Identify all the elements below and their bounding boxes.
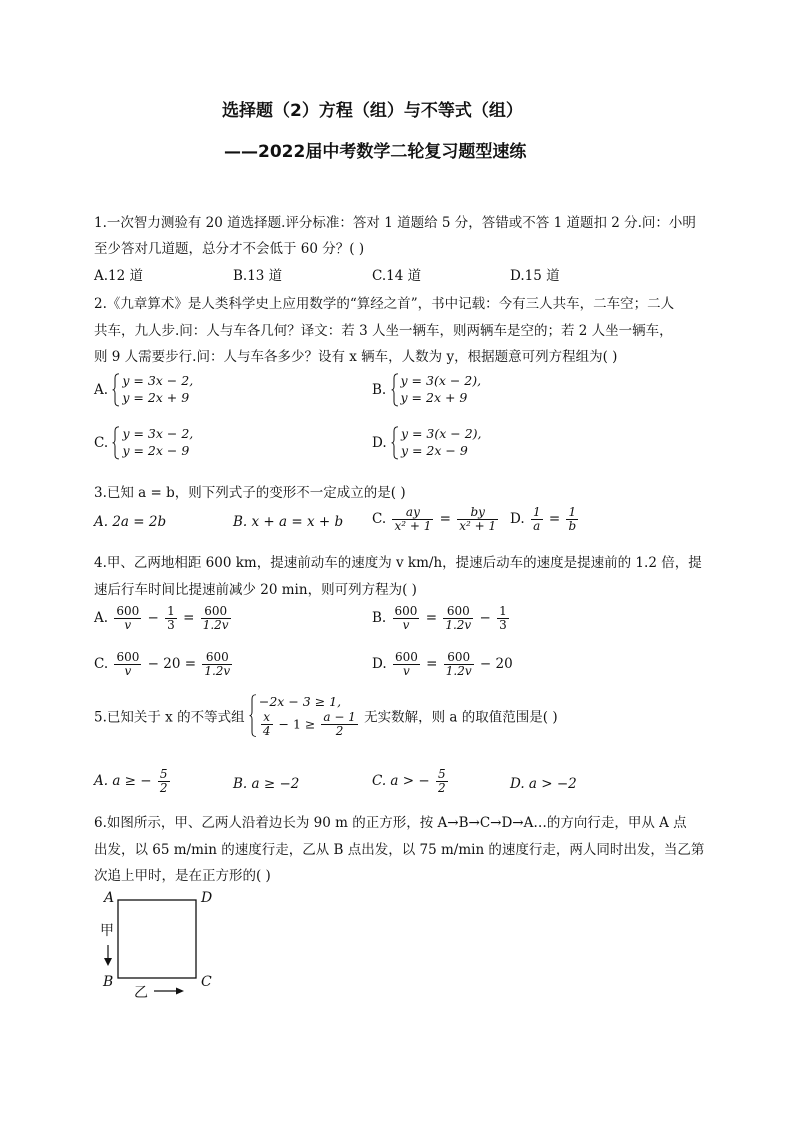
q2-option-b bbox=[372, 373, 481, 407]
q5-prefix: 5.已知关于 x 的不等式组 bbox=[94, 709, 245, 726]
q2-option-c-label: C. bbox=[94, 434, 109, 451]
q1-option-b: B.13 道 bbox=[233, 268, 283, 284]
minus-sign: − bbox=[147, 610, 159, 627]
q3-option-c-label: C. bbox=[372, 511, 387, 528]
fraction: $\frac{600}{v}$ bbox=[116, 604, 140, 632]
q2-option-c bbox=[94, 426, 193, 460]
q6-line-2: 出发，以 65 m/min 的速度行走，乙从 B 点出发，以 75 m/min 的速度行走，两人同时出发，当乙第 bbox=[94, 842, 705, 858]
fraction: $\frac{600}{v}$ bbox=[116, 650, 140, 678]
square-figure bbox=[98, 890, 228, 1000]
q2-option-d-eq2: y = 2x − 9 bbox=[400, 442, 468, 458]
equals-sign: = bbox=[548, 511, 561, 528]
q5-option-a: A. a ≥ − $\frac{5}{2}$ bbox=[94, 767, 168, 795]
fraction: $\frac{ay}{\text{x² + 1}}$ bbox=[394, 505, 432, 533]
q2-option-b-eq1: y = 3(x − 2), bbox=[400, 373, 482, 388]
q1-option-a: A.12 道 bbox=[94, 268, 144, 284]
q6-line-3: 次追上甲时，是在正方形的( ) bbox=[94, 868, 271, 884]
fraction: $\frac{a - 1}{2}$ bbox=[323, 710, 356, 738]
q2-line-3: 则 9 人需要步行.问：人与车各多少？设有 x 辆车，人数为 y，根据题意可列方程组为( ) bbox=[94, 349, 618, 365]
q6-line-1: 6.如图所示，甲、乙两人沿着边长为 90 m 的正方形，按 A→B→C→D→A…的方向行走，甲从 A 点 bbox=[94, 815, 687, 831]
fraction: $\frac{1}{3}$ bbox=[499, 604, 507, 632]
q4-option-c-label: C. bbox=[94, 656, 109, 673]
brace-icon bbox=[391, 426, 399, 460]
q5-statement bbox=[94, 694, 558, 737]
page-title: 选择题（2）方程（组）与不等式（组） bbox=[222, 101, 523, 121]
q2-option-d-label: D. bbox=[372, 434, 387, 451]
jia-label: 甲 bbox=[100, 923, 114, 939]
fraction: $\frac{600}{1.2v}$ bbox=[445, 604, 472, 632]
equals-sign: = bbox=[425, 610, 438, 627]
fraction: $\frac{600}{1.2v}$ bbox=[202, 604, 229, 632]
right-arrow-icon bbox=[176, 988, 184, 995]
q1-line-1: 1.一次智力测验有 20 道选择题.评分标准：答对 1 道题给 5 分，答错或不答 1 道题扣 2 分.问：小明 bbox=[94, 215, 696, 231]
brace-icon bbox=[112, 426, 120, 460]
page-subtitle: ——2022届中考数学二轮复习题型速练 bbox=[224, 142, 527, 162]
q2-option-a bbox=[94, 373, 193, 407]
q4-option-d-label: D. bbox=[372, 656, 387, 673]
q5-option-d: D. a > −2 bbox=[510, 776, 577, 792]
minus-twenty-equals: − 20 = bbox=[147, 656, 197, 673]
q1-option-d: D.15 道 bbox=[510, 268, 560, 284]
q2-line-1: 2.《九章算术》是人类科学史上应用数学的“算经之首”，书中记载：今有三人共车，二车空；二人 bbox=[94, 296, 675, 312]
q2-option-b-eq2: y = 2x + 9 bbox=[400, 389, 468, 405]
q3-line-1: 3.已知 a = b，则下列式子的变形不一定成立的是( ) bbox=[94, 485, 406, 501]
q3-option-c bbox=[372, 506, 500, 532]
square-shape bbox=[118, 900, 196, 978]
q2-option-a-eq2: y = 2x + 9 bbox=[122, 389, 190, 405]
q4-line-2: 速后行车时间比提速前减少 20 min，则可列方程为( ) bbox=[94, 582, 417, 598]
equals-sign: = bbox=[439, 511, 451, 528]
q2-option-a-label: A. bbox=[94, 381, 109, 398]
fraction: $\frac{5}{2}$ bbox=[159, 767, 168, 795]
q4-option-c bbox=[94, 651, 234, 677]
minus-twenty: − 20 bbox=[479, 656, 513, 673]
fraction: $\frac{x}{4}$ bbox=[262, 710, 271, 738]
q2-option-d bbox=[372, 426, 482, 460]
q5-inequality-1: −2x − 3 ≥ 1, bbox=[258, 694, 342, 709]
brace-icon bbox=[249, 694, 257, 737]
q4-option-d bbox=[372, 651, 513, 677]
q2-option-c-eq2: y = 2x − 9 bbox=[122, 442, 190, 458]
q2-option-a-eq1: y = 3x − 2, bbox=[122, 373, 194, 388]
vertex-label-c: C bbox=[201, 974, 212, 990]
fraction: $\frac{by}{\text{x² + 1}}$ bbox=[459, 505, 497, 533]
q2-option-d-eq1: y = 3(x − 2), bbox=[400, 426, 482, 441]
equals-sign: = bbox=[426, 656, 438, 673]
fraction: $\frac{600}{v}$ bbox=[394, 650, 418, 678]
q5-option-c: C. a > − $\frac{5}{2}$ bbox=[372, 767, 446, 795]
q3-option-a: A. 2a = 2b bbox=[94, 514, 167, 530]
fraction: $\frac{1}{b}$ bbox=[568, 505, 577, 533]
fraction: $\frac{5}{2}$ bbox=[437, 767, 446, 795]
q5-inequality-2: $\frac{x}{4}$ − 1 ≥ $\frac{a - 1}{2}$ bbox=[262, 710, 356, 738]
q2-line-2: 共车，九人步.问：人与车各几何？译文：若 3 人坐一辆车，则两辆车是空的；若 2 人坐一辆车， bbox=[94, 323, 673, 339]
q4-option-a-label: A. bbox=[94, 610, 109, 627]
vertex-label-b: B bbox=[103, 974, 114, 990]
q5-inequality-system bbox=[249, 694, 360, 737]
q3-option-d bbox=[510, 506, 580, 532]
fraction: $\frac{1}{a}$ bbox=[532, 505, 541, 533]
vertex-label-d: D bbox=[201, 890, 213, 906]
fraction: $\frac{600}{v}$ bbox=[394, 604, 418, 632]
minus-sign: − bbox=[479, 610, 491, 627]
equals-sign: = bbox=[183, 610, 195, 627]
q3-option-b: B. x + a = x + b bbox=[233, 514, 344, 530]
q4-option-b-label: B. bbox=[372, 610, 387, 627]
q2-option-b-label: B. bbox=[372, 381, 387, 398]
fraction: $\frac{1}{3}$ bbox=[167, 604, 175, 632]
q2-option-a-system bbox=[112, 373, 193, 407]
brace-icon bbox=[391, 373, 399, 407]
q4-option-a bbox=[94, 605, 233, 631]
q2-option-b-system bbox=[391, 373, 482, 407]
q2-option-c-eq1: y = 3x − 2, bbox=[122, 426, 194, 441]
q5-suffix: 无实数解，则 a 的取值范围是( ) bbox=[364, 709, 558, 726]
q3-option-d-label: D. bbox=[510, 511, 525, 528]
q4-line-1: 4.甲、乙两地相距 600 km，提速前动车的速度为 v km/h，提速后动车的速度是提速前的 1.2 倍，提 bbox=[94, 555, 702, 571]
q1-option-c: C.14 道 bbox=[372, 268, 422, 284]
brace-icon bbox=[112, 373, 120, 407]
q2-option-c-system bbox=[112, 426, 193, 460]
yi-label: 乙 bbox=[134, 985, 148, 1001]
fraction: $\frac{600}{1.2v}$ bbox=[445, 650, 472, 678]
down-arrow-icon bbox=[104, 958, 112, 966]
vertex-label-a: A bbox=[104, 890, 115, 906]
q2-option-d-system bbox=[391, 426, 482, 460]
q4-option-b bbox=[372, 605, 511, 631]
q1-line-2: 至少答对几道题，总分才不会低于 60 分？( ) bbox=[94, 241, 365, 257]
q5-option-b: B. a ≥ −2 bbox=[233, 776, 300, 792]
fraction: $\frac{600}{1.2v}$ bbox=[204, 650, 231, 678]
